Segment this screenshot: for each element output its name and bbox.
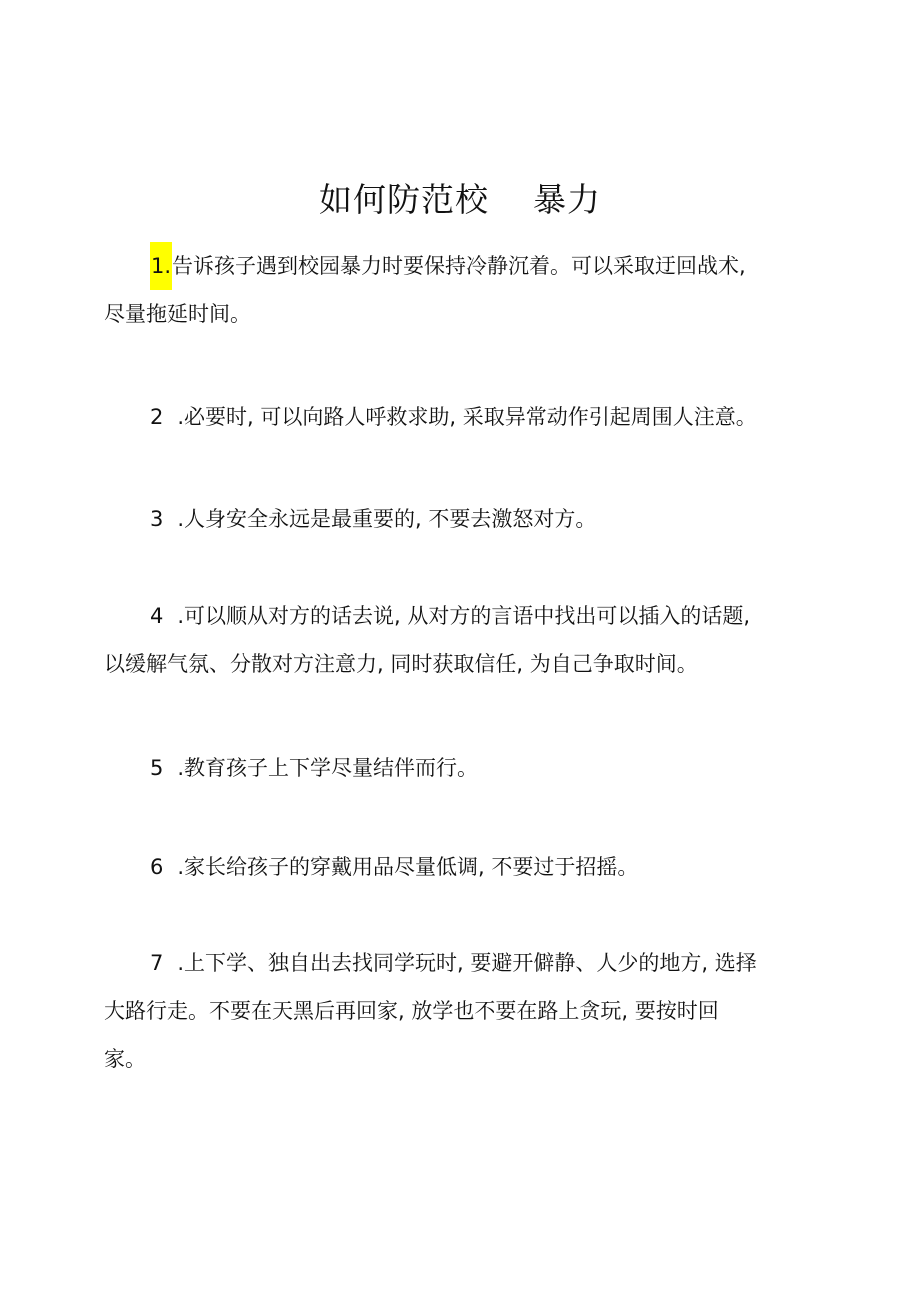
list-item-2 — [104, 393, 816, 441]
list-item-7 — [104, 939, 816, 1083]
list-item-line: 以缓解气氛、分散对方注意力, 同时获取信任, 为自己争取时间。 — [104, 652, 698, 676]
title-part-2: 暴力 — [533, 180, 601, 219]
list-item-line — [104, 242, 816, 290]
list-item-line — [104, 592, 816, 640]
list-item-number: 4 — [150, 604, 164, 628]
list-item-line — [104, 843, 816, 891]
list-item-line — [104, 744, 816, 792]
list-item-number: 2 — [150, 405, 164, 429]
list-item-number: 6 — [150, 855, 164, 879]
list-item-number: 5 — [150, 756, 164, 780]
page-title — [0, 178, 920, 222]
list-item-3 — [104, 495, 816, 543]
list-item-text: .必要时, 可以向路人呼救求助, 采取异常动作引起周围人注意。 — [177, 405, 757, 429]
list-item-text: .人身安全永远是最重要的, 不要去激怒对方。 — [177, 507, 597, 531]
list-item-4 — [104, 592, 816, 688]
list-item-1 — [104, 242, 816, 338]
list-item-text: .家长给孩子的穿戴用品尽量低调, 不要过于招摇。 — [177, 855, 639, 879]
list-item-text: .上下学、独自出去找同学玩时, 要避开僻静、人少的地方, 选择 — [177, 951, 757, 975]
title-part-1: 如何防范校 — [319, 180, 489, 219]
list-item-number-highlighted: 1. — [150, 242, 172, 290]
list-item-line — [104, 393, 816, 441]
list-item-text: .可以顺从对方的话去说, 从对方的言语中找出可以插入的话题, — [177, 604, 751, 628]
list-item-line — [104, 495, 816, 543]
list-item-line: 家。 — [104, 1047, 146, 1071]
list-item-number: 7 — [150, 951, 164, 975]
list-item-line: 尽量拖延时间。 — [104, 302, 251, 326]
list-item-5 — [104, 744, 816, 792]
list-item-number: 3 — [150, 507, 164, 531]
list-item-6 — [104, 843, 816, 891]
list-item-text: 告诉孩子遇到校园暴力时要保持冷静沉着。可以采取迂回战术, — [172, 254, 746, 278]
list-item-line: 大路行走。不要在天黑后再回家, 放学也不要在路上贪玩, 要按时回 — [104, 999, 719, 1023]
list-item-text: .教育孩子上下学尽量结伴而行。 — [177, 756, 479, 780]
list-item-line — [104, 939, 816, 987]
